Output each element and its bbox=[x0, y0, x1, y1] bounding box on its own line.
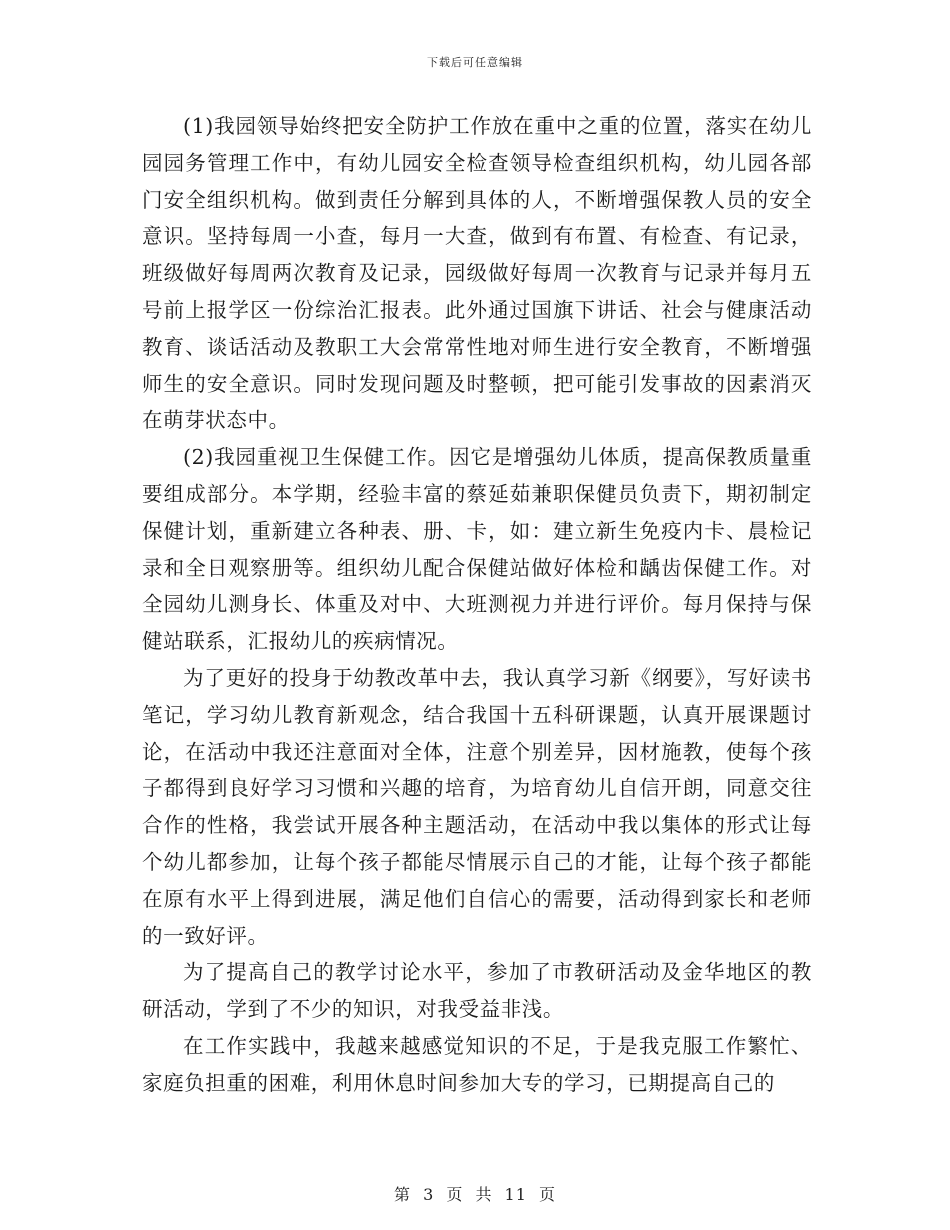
paragraph-health-care: (2)我园重视卫生保健工作。因它是增强幼儿体质，提高保教质量重要组成部分。本学期，经验丰富的蔡延茹兼职保健员负责下，期初制定保健计划，重新建立各种表、册、卡，如：建立新生免疫内卡、晨检记录和全日观察册等。组织幼儿配合保健站做好体检和龋齿保健工作。对全园幼儿测身长、体重及对中、大班测视力并进行评价。每月保持与保健站联系，汇报幼儿的疾病情况。 bbox=[142, 445, 812, 654]
paragraph-self-study: 在工作实践中，我越来越感觉知识的不足，于是我克服工作繁忙、家庭负担重的困难，利用休息时间参加大专的学习，已期提高自己的 bbox=[142, 1033, 812, 1095]
paragraph-safety: (1)我园领导始终把安全防护工作放在重中之重的位置，落实在幼儿园园务管理工作中，有幼儿园安全检查领导检查组织机构，幼儿园各部门安全组织机构。做到责任分解到具体的人，不断增强保教人员的安全意识。坚持每周一小查，每月一大查，做到有布置、有检查、有记录，班级做好每周两次教育及记录，园级做好每周一次教育与记录并每月五号前上报学区一份综治汇报表。此外通过国旗下讲话、社会与健康活动教育、谈话活动及教职工大会常常性地对师生进行安全教育，不断增强师生的安全意识。同时发现问题及时整顿，把可能引发事故的因素消灭在萌芽状态中。 bbox=[142, 114, 812, 433]
page-number-footer: 第 3 页 共 11 页 bbox=[394, 1185, 556, 1204]
paragraph-research-activity: 为了提高自己的教学讨论水平，参加了市教研活动及金华地区的教研活动，学到了不少的知识，对我受益非浅。 bbox=[142, 960, 812, 1022]
paragraph-teaching-reform: 为了更好的投身于幼教改革中去，我认真学习新《纲要》，写好读书笔记，学习幼儿教育新观念，结合我国十五科研课题，认真开展课题讨论，在活动中我还注意面对全体，注意个别差异，因材施教，使每个孩子都得到良好学习习惯和兴趣的培育，为培育幼儿自信开朗，同意交往合作的性格，我尝试开展各种主题活动，在活动中我以集体的形式让每个幼儿都参加，让每个孩子都能尽情展示自己的才能，让每个孩子都能在原有水平上得到进展，满足他们自信心的需要，活动得到家长和老师的一致好评。 bbox=[142, 665, 812, 948]
page-header: 下载后可任意编辑 bbox=[427, 56, 523, 69]
document-body bbox=[142, 108, 812, 1102]
